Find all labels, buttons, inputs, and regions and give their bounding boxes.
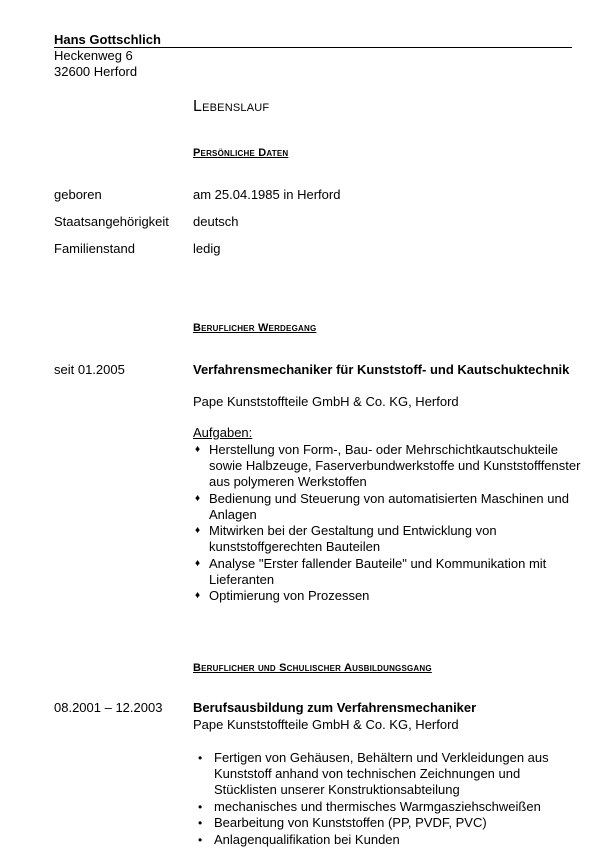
career-task-list bbox=[195, 442, 590, 605]
value-marital-status: ledig bbox=[193, 241, 221, 256]
diamond-bullet-icon: ♦ bbox=[195, 492, 201, 504]
list-item: • mechanisches und thermisches Warmgasziehschweißen bbox=[198, 798, 541, 814]
bullet-icon: • bbox=[198, 751, 203, 765]
education-position: Berufsausbildung zum Verfahrensmechaniker bbox=[193, 700, 477, 715]
address-street: Heckenweg 6 bbox=[54, 48, 133, 63]
list-item: • Bearbeitung von Kunststoffen (PP, PVDF, PVC) bbox=[198, 815, 487, 830]
bullet-icon: • bbox=[198, 832, 203, 847]
diamond-bullet-icon: ♦ bbox=[195, 557, 201, 569]
list-item: ♦ Mitwirken bei der Gestaltung und Entwicklung von kunststoffgerechten Bauteilen bbox=[195, 523, 497, 554]
career-date: seit 01.2005 bbox=[54, 362, 125, 377]
section-heading-personal: Persönliche Daten bbox=[193, 147, 289, 159]
section-heading-education: Beruflicher und Schulischer Ausbildungsgang bbox=[193, 662, 432, 674]
applicant-name: Hans Gottschlich bbox=[54, 32, 161, 47]
career-position: Verfahrensmechaniker für Kunststoff- und Kautschuktechnik bbox=[193, 362, 570, 377]
list-item: • Fertigen von Gehäusen, Behältern und Verkleidungen aus Kunststoff anhand von technischen Zeichnungen und Stücklisten unserer Konstruktionsabteilung bbox=[198, 750, 549, 797]
education-task-list bbox=[195, 750, 575, 848]
bullet-icon: • bbox=[198, 799, 203, 814]
list-item: ♦ Analyse "Erster fallender Bauteile" und Kommunikation mit Lieferanten bbox=[195, 555, 547, 587]
address-city: 32600 Herford bbox=[54, 64, 138, 79]
label-born: geboren bbox=[54, 187, 102, 202]
diamond-bullet-icon: ♦ bbox=[195, 525, 201, 536]
list-item: ♦ Bedienung und Steuerung von automatisierten Maschinen und Anlagen bbox=[195, 490, 569, 522]
career-tasks-label: Aufgaben: bbox=[193, 425, 253, 440]
document-title: Lebenslauf bbox=[193, 98, 270, 115]
label-nationality: Staatsangehörigkeit bbox=[54, 214, 169, 229]
section-heading-career: Beruflicher Werdegang bbox=[193, 322, 317, 334]
list-item: ♦ Herstellung von Form-, Bau- oder Mehrschichtkautschukteile sowie Halbzeuge, Faserverbundwerkstoffe und Kunststofffenster aus polymeren Werkstoffen bbox=[195, 442, 581, 489]
education-company: Pape Kunststoffteile GmbH & Co. KG, Herford bbox=[193, 717, 459, 732]
value-nationality: deutsch bbox=[193, 214, 239, 229]
value-born: am 25.04.1985 in Herford bbox=[193, 187, 341, 202]
education-date: 08.2001 – 12.2003 bbox=[54, 700, 163, 715]
diamond-bullet-icon: ♦ bbox=[195, 444, 201, 455]
label-marital-status: Familienstand bbox=[54, 241, 135, 256]
bullet-icon: • bbox=[198, 816, 203, 830]
list-item: • Anlagenqualifikation bei Kunden bbox=[198, 831, 400, 847]
list-item: ♦ Optimierung von Prozessen bbox=[195, 588, 370, 603]
diamond-bullet-icon: ♦ bbox=[195, 590, 201, 601]
career-company: Pape Kunststoffteile GmbH & Co. KG, Herford bbox=[193, 394, 459, 409]
